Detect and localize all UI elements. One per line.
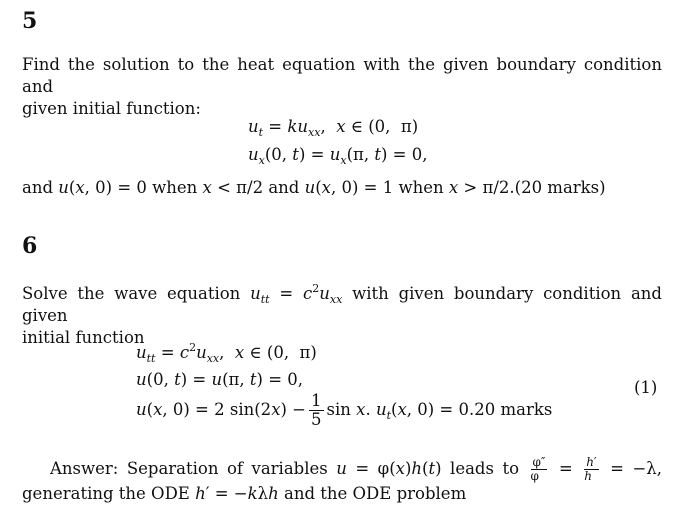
question-6-number: 6 — [22, 233, 38, 259]
question-5-number: 5 — [22, 8, 38, 34]
question-6-answer: Answer: Separation of variables u = φ(x)h(t) leads to $\frac{\varphi''}{\varphi}$ = $\frac{h'}{h}$ = −λ, generating the ODE h′ = −kλh and the ODE problem — [22, 455, 662, 503]
question-5-equation-2: $u_x(0$, $t) = u_x(\pi$, t) = 0, — [248, 145, 428, 167]
question-5-prompt: Find the solution to the heat equation with the given boundary condition and given initial function: — [22, 55, 662, 118]
question-6-prompt: Solve the wave equation $u_{tt} = c^2u_{xx}$ with given boundary condition and given initial function — [22, 282, 662, 347]
question-6-equation-3: u(x, 0) = 2 sin(2x) − $\frac{1}{5}$ sin x. $u_t(x$, 0) = 0.20 marks — [136, 391, 553, 429]
equation-number: (1) — [634, 378, 658, 397]
question-6-equation-2: u(0, t) = u(π, t) = 0, — [136, 370, 304, 389]
question-6-equation-1: $u_{tt} = c^2u_{xx}$, x ∈ (0, π) — [136, 341, 317, 365]
question-5-initial-condition: and u(x, 0) = 0 when x < π/2 and u(x, 0) = 1 when x > π/2.(20 marks) — [22, 178, 606, 197]
question-5-equation-1: $u_t = ku_{xx}$, x ∈ (0, π) — [248, 117, 419, 139]
